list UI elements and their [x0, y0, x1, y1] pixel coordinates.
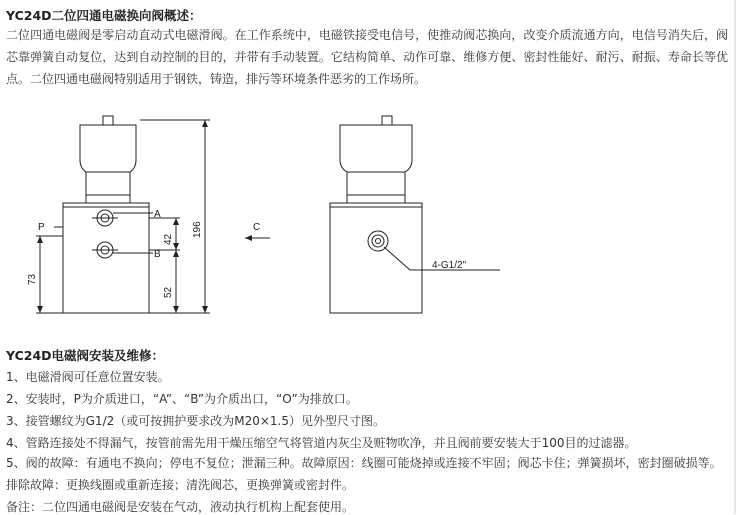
install-title: YC24D电磁阀安装及维修： — [6, 348, 165, 363]
install-note: 备注：二位四通电磁阀是安装在气动，液动执行机构上配套使用。 — [6, 500, 355, 514]
install-item-3: 3、接管螺纹为G1/2（或可按拥护要求改为M20×1.5）见外型尺寸图。 — [6, 414, 386, 428]
dim-52-label: 52 — [163, 286, 174, 298]
dim-42-label: 42 — [163, 233, 174, 245]
port-a-label: A — [154, 209, 161, 220]
coil-housing-right — [340, 125, 412, 195]
install-item-5: 5、阀的故障：有通电不换向；停电不复位；泄漏三种。故障原因：线圈可能烧掉或连接不牢固；阀芯卡住；弹簧损坏，密封圈破损等。排除故障：更换线圈或重新连接；清洗阀芯，更换弹簧或密封件。 — [6, 456, 722, 492]
dim-73-label: 73 — [27, 273, 38, 285]
thread-label: 4-G1/2" — [432, 260, 467, 271]
install-item-2: 2、安装时，P为介质进口，“A”、“B”为介质出口，“O”为排放口。 — [6, 392, 358, 406]
direction-c-label: C — [253, 222, 261, 233]
overview-title: YC24D二位四通电磁换向阀概述： — [6, 8, 202, 23]
coil-cap-left — [103, 116, 113, 125]
valve-dimension-drawing — [0, 108, 500, 333]
dim-196-label: 196 — [192, 221, 203, 238]
coil-cap-right — [382, 116, 392, 125]
valve-body-right — [330, 203, 422, 313]
port-b-label: B — [154, 249, 161, 260]
coil-housing-left — [80, 125, 136, 195]
overview-body: 二位四通电磁阀是零启动直动式电磁滑阀。在工作系统中，电磁铁接受电信号，使推动阀芯换向，改变介质流通方向，电信号消失后，阀芯靠弹簧自动复位，达到自动控制的目的，并带有手动装置。它结构简单、动作可靠、维修方便、密封性能好、耐污、耐振、寿命长等优点。二位四通电磁阀特别适用于钢铁，铸造，排污等环境条件恶劣的工作场所。 — [6, 28, 728, 86]
install-item-1: 1、电磁滑阀可任意位置安装。 — [6, 370, 170, 384]
port-p-label: P — [38, 222, 45, 233]
install-item-4: 4、管路连接处不得漏气，按管前需先用干燥压缩空气将管道内灰尘及赃物吹净，并且阀前要安装大于100目的过滤器。 — [6, 436, 637, 450]
